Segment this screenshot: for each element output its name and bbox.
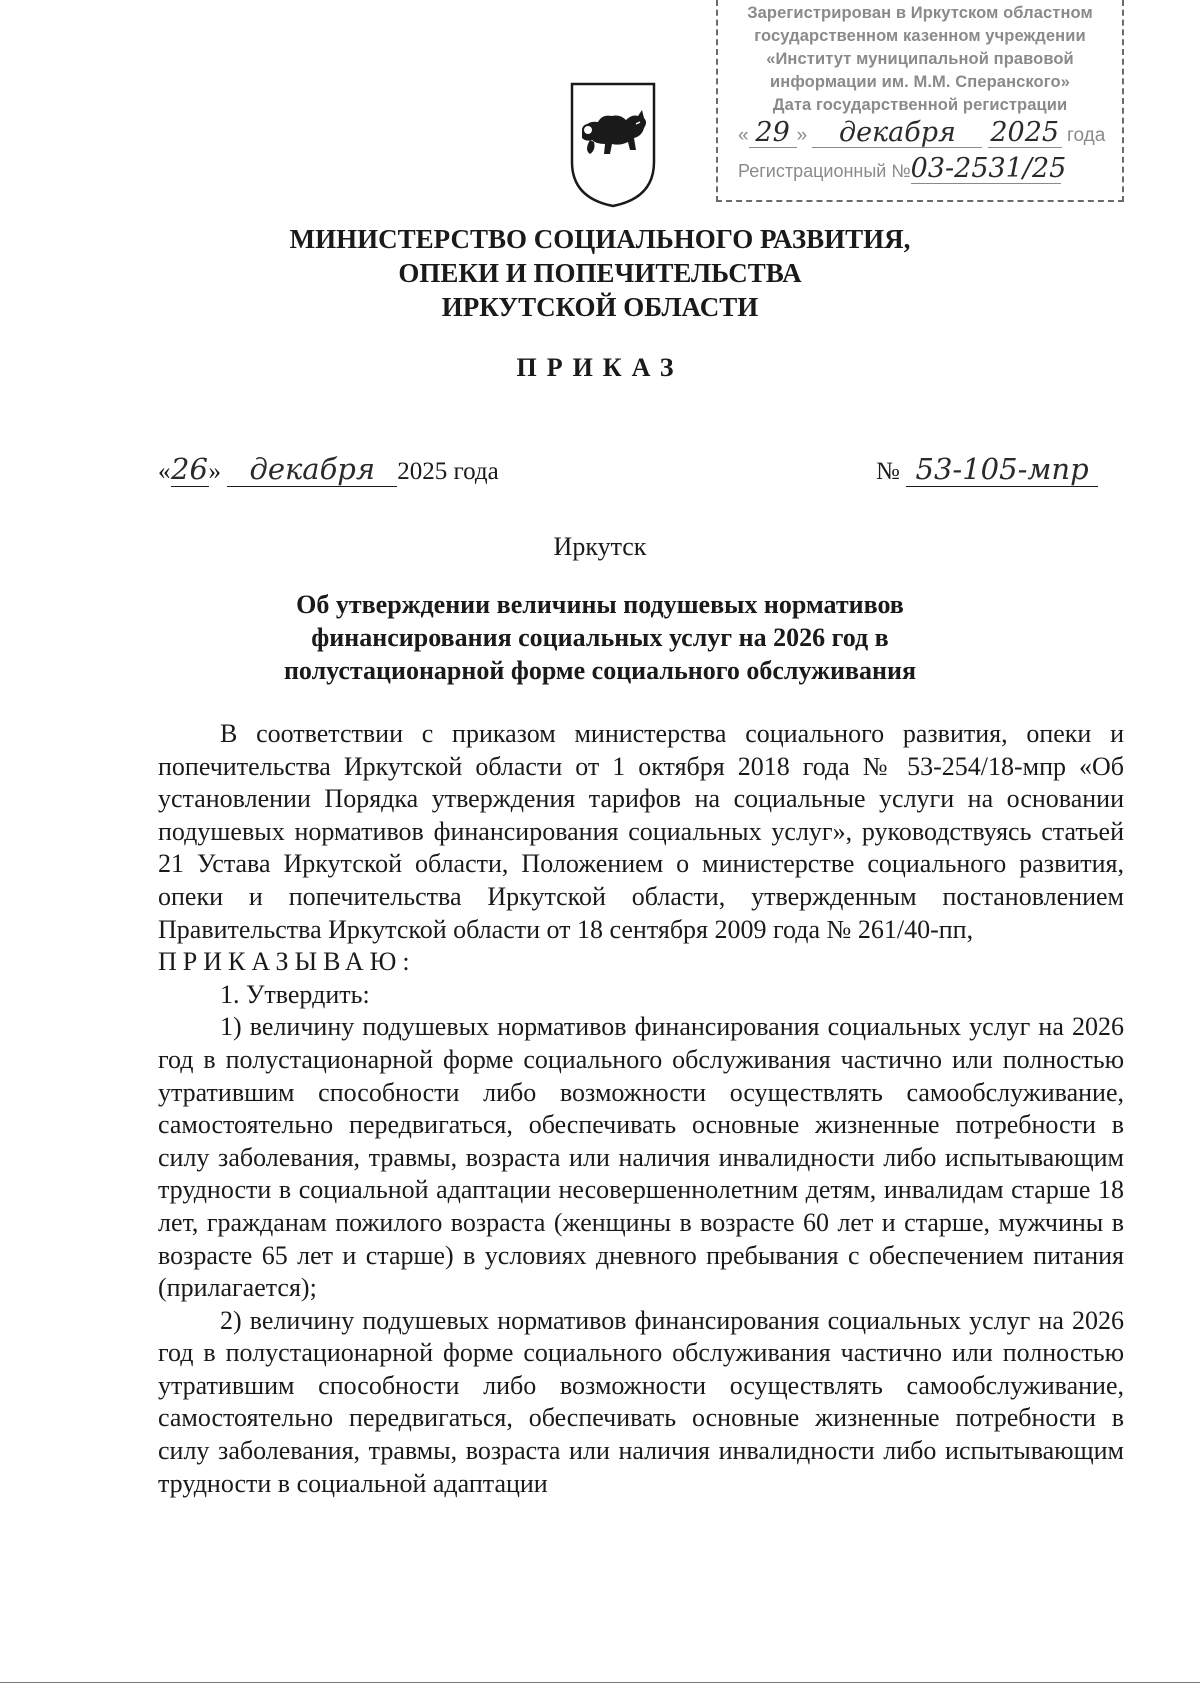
stamp-date-year: 2025 — [988, 119, 1062, 148]
order-word: ПРИКАЗЫВАЮ: — [158, 947, 416, 977]
registration-stamp — [716, 0, 1124, 202]
stamp-registration-date — [718, 119, 1122, 151]
preamble-paragraph: В соответствии с приказом министерства социального развития, опеки и попечительства Иркутской области от 1 октября 2018 года № 53-254/18-мпр «Об установлении Порядка утверждения тарифов на социальные услуги на основании подушевых нормативов финансирования социальных услуг», руководствуясь статьей 21 Устава Иркутской области, Положением о министерстве социального развития, опеки и попечительства Иркутской области, утвержденным постановлением Правительства Иркутской области от 18 сентября 2009 года № 261/40-пп, — [158, 719, 1124, 944]
organization-line: МИНИСТЕРСТВО СОЦИАЛЬНОГО РАЗВИТИЯ, — [289, 224, 911, 254]
stamp-reg-number: 03-2531/25 — [910, 153, 1067, 184]
order-number-value: 53-105-мпр — [906, 452, 1098, 487]
order-date-open-quote: « — [158, 458, 171, 485]
stamp-date-close-quote: » — [796, 125, 808, 146]
document-title — [0, 588, 1200, 687]
order-number — [876, 452, 1098, 487]
order-date — [158, 452, 499, 487]
document-title-line: финансирования социальных услуг на 2026 год в — [311, 623, 889, 652]
document-body — [158, 718, 1124, 1500]
order-date-year: 2025 года — [397, 458, 499, 485]
subitem-1: 1) величину подушевых нормативов финансирования социальных услуг на 2026 год в полустационарной форме социального обслуживания частично или полностью утратившим способности либо возможности осуществлять самообслуживание, самостоятельно передвигаться, обеспечивать основные жизненные потребности в силу заболевания, травмы, возраста или наличия инвалидности либо испытывающим трудности в социальной адаптации несовершеннолетним детям, инвалидам старше 18 лет, гражданам пожилого возраста (женщины в возрасте 60 лет и старше, мужчины в возрасте 65 лет и старше) в условиях дневного пребывания с обеспечением питания (прилагается); — [158, 1012, 1124, 1303]
stamp-line: Дата государственной регистрации — [772, 96, 1068, 114]
stamp-line: информации им. М.М. Сперанского» — [770, 73, 1070, 91]
document-title-line: Об утверждении величины подушевых нормативов — [296, 590, 904, 619]
stamp-registration-number — [718, 155, 1122, 186]
stamp-date-month: декабря — [812, 119, 982, 148]
organization-header — [0, 222, 1200, 324]
stamp-line: государственном казенном учреждении — [754, 27, 1086, 45]
stamp-date-open-quote: « — [738, 125, 749, 146]
subitem-2: 2) величину подушевых нормативов финансирования социальных услуг на 2026 год в полустационарной форме социального обслуживания частично или полностью утратившим способности либо возможности осуществлять самообслуживание, самостоятельно передвигаться, обеспечивать основные жизненные потребности в силу заболевания, травмы, возраста или наличия инвалидности либо испытывающим трудности в социальной адаптации — [158, 1305, 1124, 1498]
organization-line: ОПЕКИ И ПОПЕЧИТЕЛЬСТВА — [398, 258, 802, 288]
order-date-month: декабря — [227, 452, 397, 487]
order-number-label: № — [876, 458, 900, 485]
stamp-line: Зарегистрирован в Иркутском областном — [747, 4, 1093, 22]
item-1: 1. Утвердить: — [220, 979, 370, 1009]
stamp-line: «Институт муниципальной правовой — [766, 50, 1074, 68]
order-date-close-quote: » — [208, 458, 221, 485]
page-bottom-edge — [0, 1682, 1200, 1683]
organization-line: ИРКУТСКОЙ ОБЛАСТИ — [441, 292, 759, 322]
irkutsk-coat-of-arms-icon — [568, 80, 658, 210]
stamp-date-day: 29 — [749, 119, 797, 148]
order-title: ПРИКАЗ — [516, 353, 684, 382]
document-title-line: полустационарной форме социального обслуживания — [283, 656, 917, 685]
stamp-reg-label: Регистрационный № — [738, 161, 911, 181]
stamp-date-suffix: года — [1067, 125, 1106, 146]
order-date-day: 26 — [171, 452, 208, 486]
city: Иркутск — [553, 532, 647, 561]
